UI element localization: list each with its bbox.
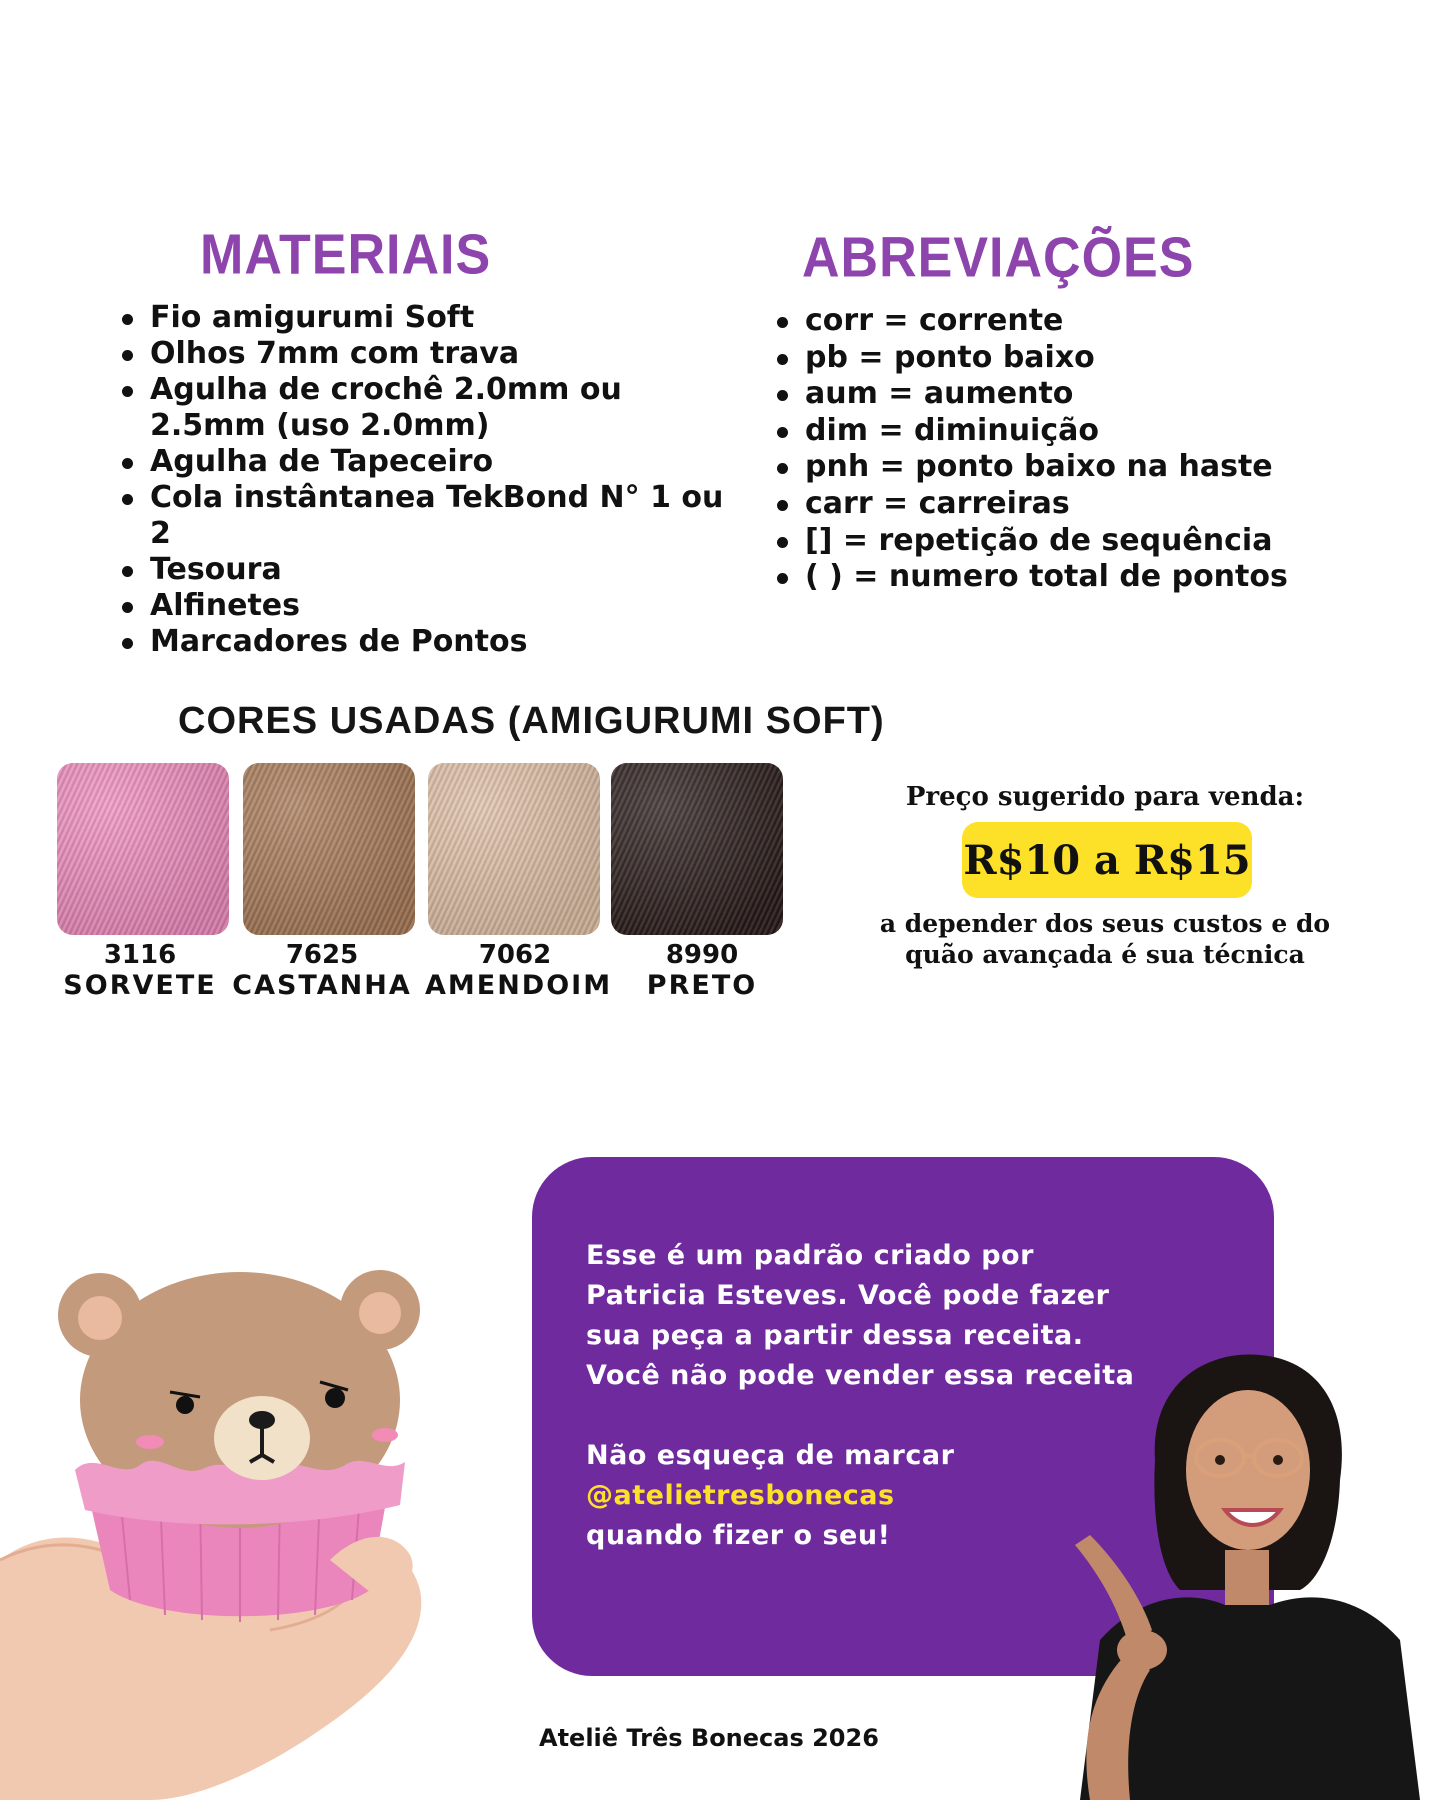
- swatch-name: PRETO: [646, 970, 758, 1001]
- promo-line: Você não pode vender essa receita: [586, 1360, 1135, 1391]
- promo-line: sua peça a partir dessa receita.: [586, 1320, 1084, 1351]
- list-item: Alfinetes: [120, 588, 740, 624]
- list-item: aum = aumento: [775, 376, 1415, 413]
- list-item: corr = corrente: [775, 303, 1415, 340]
- list-item: carr = carreiras: [775, 486, 1415, 523]
- list-item: Cola instântanea TekBond N° 1 ou 2: [120, 480, 740, 552]
- materials-heading: MATERIAIS: [200, 223, 492, 287]
- price-label: Preço sugerido para venda:: [905, 782, 1305, 812]
- footer-credit: Ateliê Três Bonecas 2026: [539, 1724, 879, 1752]
- abbreviations-heading: ABREVIAÇÕES: [802, 226, 1195, 290]
- yarn-swatch-preto: [611, 763, 783, 935]
- list-item: Fio amigurumi Soft: [120, 300, 740, 336]
- list-item: Tesoura: [120, 552, 740, 588]
- swatch-code: 8990: [665, 940, 739, 970]
- list-item: Marcadores de Pontos: [120, 624, 740, 660]
- bear-cupcake-photo: [0, 1230, 450, 1800]
- list-item: Agulha de Tapeceiro: [120, 444, 740, 480]
- abbreviations-list: [775, 303, 1415, 596]
- price-badge: R$10 a R$15: [962, 822, 1252, 898]
- list-item: pb = ponto baixo: [775, 340, 1415, 377]
- promo-line: Patricia Esteves. Você pode fazer: [586, 1280, 1110, 1311]
- colors-heading: CORES USADAS (AMIGURUMI SOFT): [178, 700, 885, 742]
- list-item: [] = repetição de sequência: [775, 523, 1415, 560]
- author-photo: [1020, 1340, 1440, 1800]
- list-item: pnh = ponto baixo na haste: [775, 449, 1415, 486]
- yarn-swatch-sorvete: [57, 763, 229, 935]
- price-note: [855, 908, 1355, 970]
- promo-line: quando fizer o seu!: [586, 1520, 891, 1551]
- yarn-swatch-amendoim: [428, 763, 600, 935]
- list-item: ( ) = numero total de pontos: [775, 559, 1415, 596]
- yarn-swatch-castanha: [243, 763, 415, 935]
- swatch-code: 7062: [478, 940, 552, 970]
- swatch-code: 7625: [285, 940, 359, 970]
- swatch-name: SORVETE: [63, 970, 217, 1001]
- promo-line: Esse é um padrão criado por: [586, 1240, 1034, 1271]
- swatch-name: AMENDOIM: [425, 970, 613, 1001]
- list-item: Agulha de crochê 2.0mm ou 2.5mm (uso 2.0mm): [120, 372, 740, 444]
- list-item: Olhos 7mm com trava: [120, 336, 740, 372]
- promo-line: Não esqueça de marcar: [586, 1440, 955, 1471]
- list-item: dim = diminuição: [775, 413, 1415, 450]
- price-note-line: quão avançada é sua técnica: [905, 940, 1305, 969]
- swatch-code: 3116: [103, 940, 177, 970]
- price-note-line: a depender dos seus custos e do: [879, 909, 1331, 938]
- swatch-name: CASTANHA: [232, 970, 412, 1001]
- materials-list: [120, 300, 740, 660]
- instagram-handle-link[interactable]: @atelietresbonecas: [586, 1480, 895, 1511]
